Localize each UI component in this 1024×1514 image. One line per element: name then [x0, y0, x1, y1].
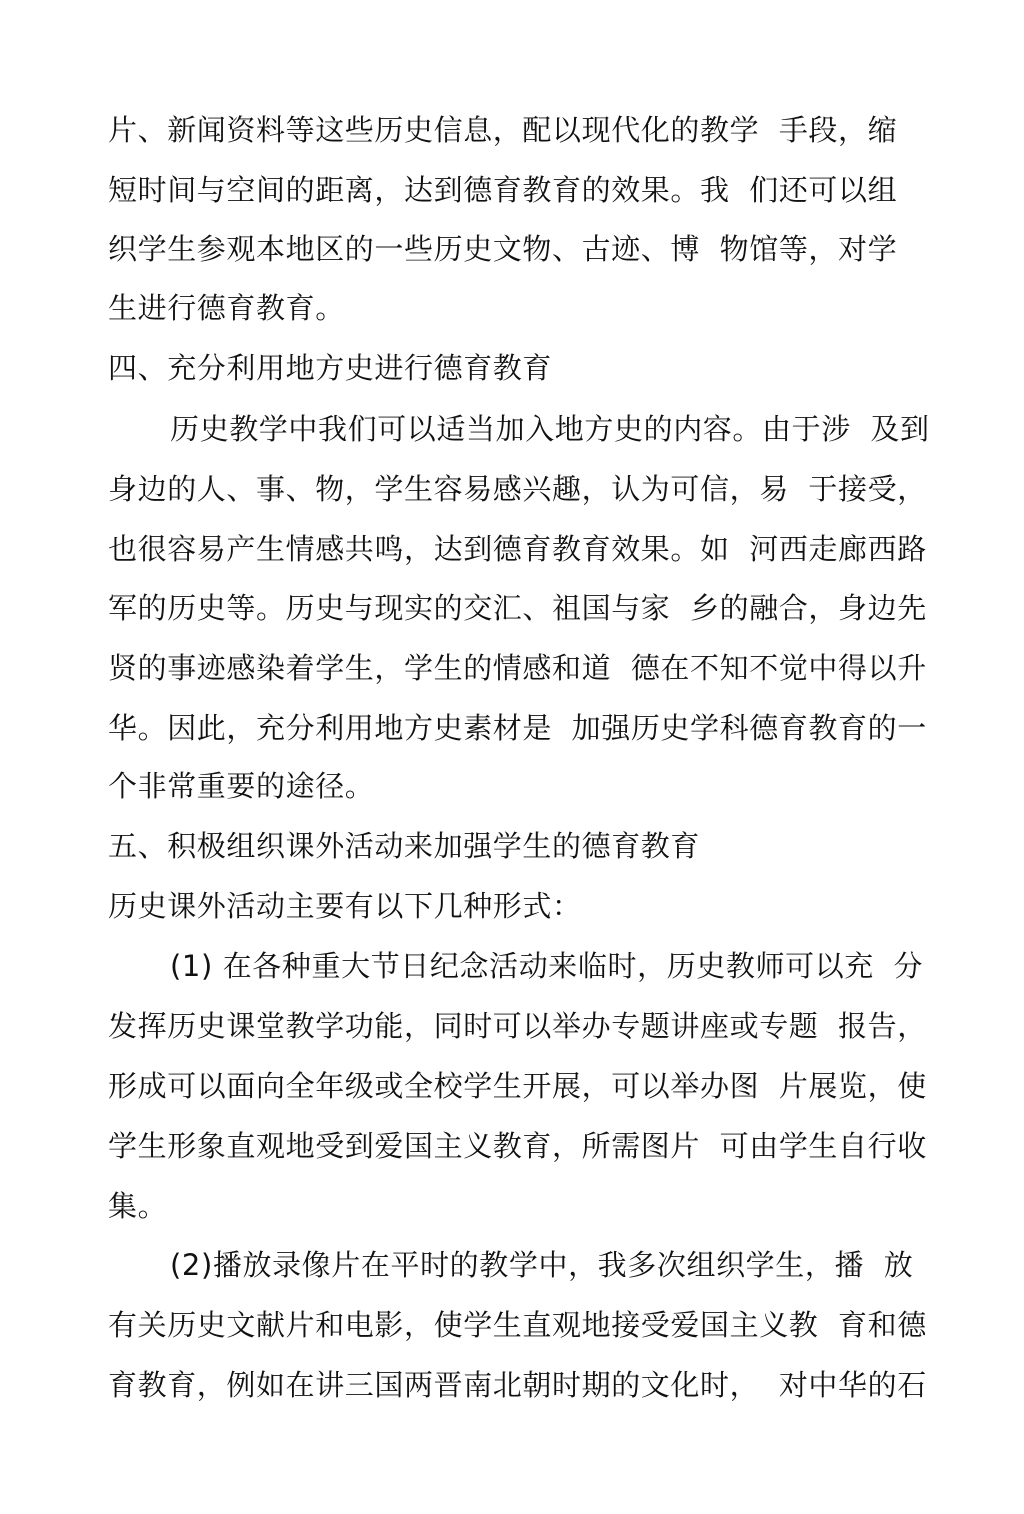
text-line: 个非常重要的途径。: [108, 769, 375, 803]
text-line: 学生形象直观地受到爱国主义教育，所需图片 可由学生自行收: [108, 1129, 927, 1163]
section-heading: 五、积极组织课外活动来加强学生的德育教育: [108, 829, 701, 863]
text-line: 贤的事迹感染着学生，学生的情感和道 德在不知不觉中得以升: [108, 651, 927, 685]
text-line: 片、新闻资料等这些历史信息，配以现代化的教学 手段，缩: [108, 113, 898, 147]
text-line: 也很容易产生情感共鸣，达到德育教育效果。如 河西走廊西路: [108, 532, 927, 566]
text-line: 华。因此，充分利用地方史素材是 加强历史学科德育教育的一: [108, 711, 927, 745]
text-line: 生进行德育教育。: [108, 291, 345, 325]
text-line: 集。: [108, 1189, 168, 1223]
text-line: 军的历史等。历史与现实的交汇、祖国与家 乡的融合，身边先: [108, 591, 927, 625]
text-line: 历史教学中我们可以适当加入地方史的内容。由于涉 及到: [170, 412, 930, 446]
text-line: 短时间与空间的距离，达到德育教育的效果。我 们还可以组: [108, 173, 898, 207]
text-line: (2)播放录像片在平时的教学中，我多次组织学生，播 放: [170, 1248, 914, 1282]
text-line: 育教育，例如在讲三国两晋南北朝时期的文化时， 对中华的石: [108, 1368, 927, 1402]
text-line: 身边的人、事、物，学生容易感兴趣，认为可信，易 于接受，: [108, 472, 927, 506]
text-line: 有关历史文献片和电影，使学生直观地接受爱国主义教 育和德: [108, 1308, 927, 1342]
text-line: 织学生参观本地区的一些历史文物、古迹、博 物馆等，对学: [108, 232, 898, 266]
text-line: 历史课外活动主要有以下几种形式：: [108, 889, 582, 923]
section-heading: 四、充分利用地方史进行德育教育: [108, 351, 553, 385]
text-line: 发挥历史课堂教学功能，同时可以举办专题讲座或专题 报告，: [108, 1009, 927, 1043]
text-line: (1) 在各种重大节日纪念活动来临时，历史教师可以充 分: [170, 949, 924, 983]
text-line: 形成可以面向全年级或全校学生开展，可以举办图 片展览，使: [108, 1069, 927, 1103]
